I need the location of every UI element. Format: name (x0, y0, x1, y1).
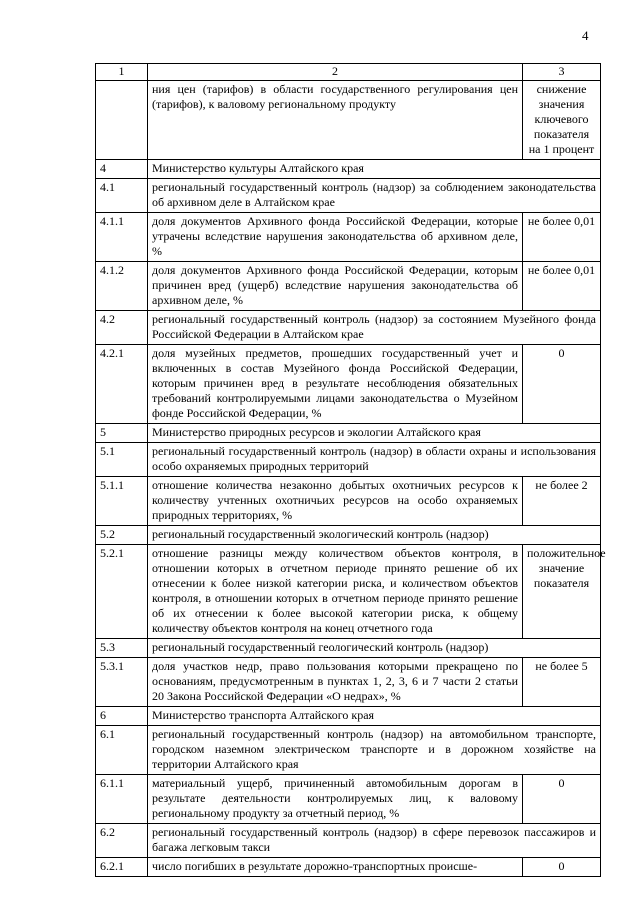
row-number: 5.2.1 (96, 545, 148, 639)
table-row (96, 160, 601, 179)
table-row (96, 726, 601, 775)
indicator-text: доля участков недр, право пользования которыми прекращено по основаниям, предусмотренным в пунктах 1, 2, 3, 6 и 7 части 2 статьи 20 Закона Российской Федерации «О недрах», % (148, 658, 523, 707)
row-number: 6.1.1 (96, 775, 148, 824)
indicator-value: положительное значение показателя (523, 545, 601, 639)
indicator-value: не более 0,01 (523, 262, 601, 311)
row-number: 5.3 (96, 639, 148, 658)
table-row (96, 424, 601, 443)
row-number: 4.1 (96, 179, 148, 213)
row-number: 5.1 (96, 443, 148, 477)
row-number: 6.1 (96, 726, 148, 775)
row-number: 5 (96, 424, 148, 443)
row-number: 4.1.1 (96, 213, 148, 262)
table-row (96, 81, 601, 160)
indicators-table (95, 63, 606, 877)
indicator-value: 0 (523, 345, 601, 424)
row-number (96, 81, 148, 160)
table-row (96, 775, 601, 824)
table-row (96, 526, 601, 545)
table-row (96, 639, 601, 658)
table-row (96, 179, 601, 213)
indicator-text: доля документов Архивного фонда Российской Федерации, которые утрачены вследствие нарушения законодательства об архивном деле, % (148, 213, 523, 262)
section-heading: Министерство культуры Алтайского края (148, 160, 601, 179)
row-number: 4.1.2 (96, 262, 148, 311)
indicator-value: снижение значения ключевого показателя на 1 процент (523, 81, 601, 160)
indicator-text: отношение разницы между количеством объектов контроля, в отношении которых в отчетном периоде принято решение об их отнесении к более низкой категории риска, и количеством объектов контроля, в отношении которых в отчетном периоде принято решение об их отнесении к более высокой категории риска, к общему количеству объектов контроля на конец отчетного года (148, 545, 523, 639)
section-heading: региональный государственный контроль (надзор) за состоянием Музейного фонда Российской Федерации в Алтайском крае (148, 311, 601, 345)
row-number: 4.2 (96, 311, 148, 345)
indicator-value: не более 2 (523, 477, 601, 526)
section-heading: региональный государственный геологический контроль (надзор) (148, 639, 601, 658)
table-row (96, 262, 601, 311)
section-heading: Министерство транспорта Алтайского края (148, 707, 601, 726)
section-heading: региональный государственный контроль (надзор) в области охраны и использования особо охраняемых природных территорий (148, 443, 601, 477)
row-number: 5.1.1 (96, 477, 148, 526)
row-number: 6 (96, 707, 148, 726)
page-number: 4 (582, 28, 589, 43)
indicator-text: ния цен (тарифов) в области государственного регулирования цен (тарифов), к валовому региональному продукту (148, 81, 523, 160)
table-row (96, 707, 601, 726)
section-heading: Министерство природных ресурсов и экологии Алтайского края (148, 424, 601, 443)
indicator-text: доля музейных предметов, прошедших государственный учет и включенных в состав Музейного фонда Российской Федерации, которым причинен вред в результате несоблюдения обязательных требований контролируемыми лицами законодательства о Музейном фонде Российской Федерации, % (148, 345, 523, 424)
indicator-value: 0 (523, 858, 601, 877)
table-row (96, 213, 601, 262)
indicator-text: доля документов Архивного фонда Российской Федерации, которым причинен вред (ущерб) вследствие нарушения законодательства об архивном деле, % (148, 262, 523, 311)
table-row (96, 658, 601, 707)
section-heading: региональный государственный контроль (надзор) в сфере перевозок пассажиров и багажа легковым такси (148, 824, 601, 858)
row-number: 5.3.1 (96, 658, 148, 707)
row-number: 5.2 (96, 526, 148, 545)
row-number: 4.2.1 (96, 345, 148, 424)
row-number: 6.2 (96, 824, 148, 858)
table-row (96, 858, 601, 877)
row-number: 4 (96, 160, 148, 179)
table-row (96, 311, 601, 345)
table-row (96, 824, 601, 858)
indicator-value: не более 5 (523, 658, 601, 707)
table-row (96, 443, 601, 477)
column-header-2: 2 (148, 64, 523, 81)
row-number: 6.2.1 (96, 858, 148, 877)
indicator-text: материальный ущерб, причиненный автомобильным дорогам в результате деятельности контролируемых лиц, к валовому региональному продукту за отчетный период, % (148, 775, 523, 824)
column-header-3: 3 (523, 64, 601, 81)
indicator-value: не более 0,01 (523, 213, 601, 262)
table-header-row (96, 64, 601, 81)
indicator-text: число погибших в результате дорожно-транспортных происше- (148, 858, 523, 877)
indicator-value: 0 (523, 775, 601, 824)
table-row (96, 545, 601, 639)
table-row (96, 477, 601, 526)
table-row (96, 345, 601, 424)
column-header-1: 1 (96, 64, 148, 81)
indicator-text: отношение количества незаконно добытых охотничьих ресурсов к количеству учтенных охотничьих ресурсов на особо охраняемых природных территориях, % (148, 477, 523, 526)
section-heading: региональный государственный контроль (надзор) на автомобильном транспорте, городском наземном электрическом транспорте и в дорожном хозяйстве на территории Алтайского края (148, 726, 601, 775)
section-heading: региональный государственный экологический контроль (надзор) (148, 526, 601, 545)
section-heading: региональный государственный контроль (надзор) за соблюдением законодательства об архивном деле в Алтайском крае (148, 179, 601, 213)
